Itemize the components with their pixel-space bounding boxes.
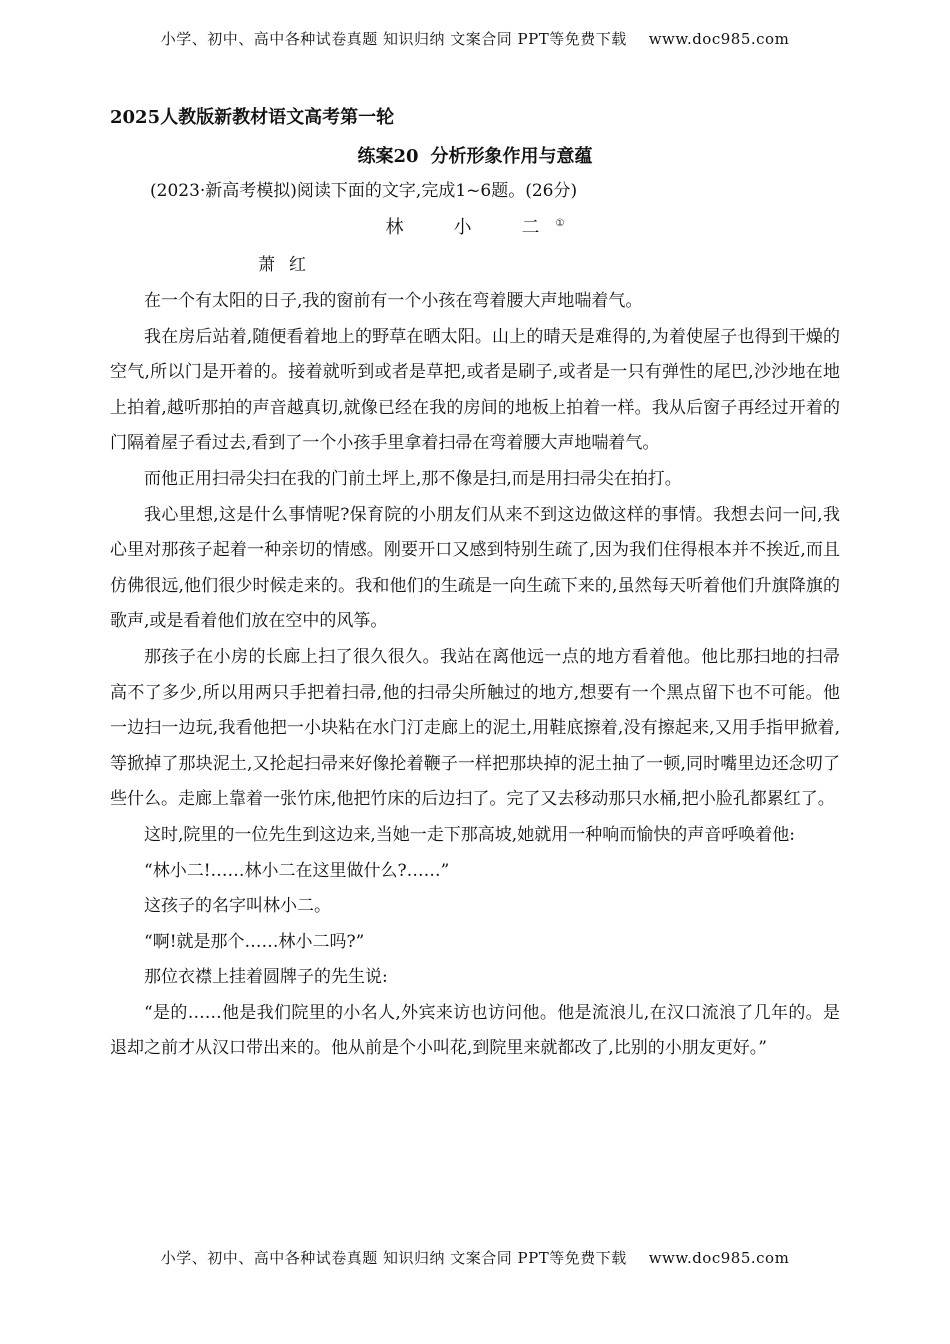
- dialogue-line: “是的……他是我们院里的小名人,外宾来访也访问他。他是流浪儿,在汉口流浪了几年的。是退却之前才从汉口带出来的。他从前是个小叫花,到院里来就都改了,比别的小朋友更好。”: [110, 1002, 840, 1059]
- paragraph: 我心里想,这是什么事情呢?保育院的小朋友们从来不到这边做这样的事情。我想去问一问,我心里对那孩子起着一种亲切的情感。刚要开口又感到特别生疏了,因为我们住得根本并不挨近,而且仿佛很远,他们很少时候走来的。我和他们的生疏是一向生疏下来的,虽然每天听着他们升旗降旗的歌声,或是看着他们放在空中的风筝。: [110, 504, 840, 632]
- header-site-link[interactable]: www.doc985.com: [648, 30, 790, 48]
- header-ad-text: 小学、初中、高中各种试卷真题 知识归纳 文案合同 PPT等免费下载: [160, 30, 627, 48]
- paragraph: 这时,院里的一位先生到这边来,当她一走下那高坡,她就用一种响而愉快的声音呼唤着他:: [144, 824, 795, 845]
- page-header: [0, 28, 950, 49]
- paragraph: 在一个有太阳的日子,我的窗前有一个小孩在弯着腰大声地喘着气。: [144, 291, 643, 311]
- dialogue-line: “啊!就是那个……林小二吗?”: [144, 931, 365, 952]
- paragraph: 那位衣襟上挂着圆牌子的先生说:: [144, 967, 388, 988]
- dialogue-line: “林小二!……林小二在这里做什么?……”: [144, 860, 450, 881]
- footer-site-link[interactable]: www.doc985.com: [648, 1249, 790, 1267]
- paragraph: 我在房后站着,随便看着地上的野草在晒太阳。山上的晴天是难得的,为着使屋子也得到干燥的空气,所以门是开着的。接着就听到或者是草把,或者是刷子,或者是一只有弹性的尾巴,沙沙地在地上拍着,越听那拍的声音越真切,就像已经在我的房间的地板上拍着一样。我从后窗子再经过开着的门隔着屋子看过去,看到了一个小孩手里拿着扫帚在弯着腰大声地喘着气。: [110, 326, 840, 454]
- exercise-number: 练案20: [357, 146, 419, 167]
- story-title: [0, 213, 950, 239]
- footer-ad-text: 小学、初中、高中各种试卷真题 知识归纳 文案合同 PPT等免费下载: [160, 1249, 627, 1267]
- story-body: [110, 284, 840, 1067]
- exercise-topic: 分析形象作用与意蕴: [430, 146, 593, 167]
- document-title: 2025人教版新教材语文高考第一轮: [110, 107, 395, 128]
- paragraph: 而他正用扫帚尖扫在我的门前土坪上,那不像是扫,而是用扫帚尖在拍打。: [144, 468, 682, 489]
- story-title-text: 林 小 二: [385, 217, 556, 238]
- question-instruction: (2023·新高考模拟)阅读下面的文字,完成1~6题。(26分): [150, 181, 578, 201]
- exercise-heading: [0, 142, 950, 168]
- footnote-marker: ①: [555, 218, 565, 229]
- paragraph: 这孩子的名字叫林小二。: [144, 896, 331, 917]
- page-footer: [0, 1247, 950, 1268]
- paragraph: 那孩子在小房的长廊上扫了很久很久。我站在离他远一点的地方看着他。他比那扫地的扫帚高不了多少,所以用两只手把着扫帚,他的扫帚尖所触过的地方,想要有一个黑点留下也不可能。他一边扫一边玩,我看他把一小块粘在水门汀走廊上的泥土,用鞋底擦着,没有擦起来,又用手指甲掀着,等掀掉了那块泥土,又抡起扫帚来好像抡着鞭子一样把那块掉的泥土抽了一顿,同时嘴里边还念叨了些什么。走廊上靠着一张竹床,他把竹床的后边扫了。完了又去移动那只水桶,把小脸孔都累红了。: [110, 646, 840, 810]
- story-author: 萧红: [258, 255, 320, 275]
